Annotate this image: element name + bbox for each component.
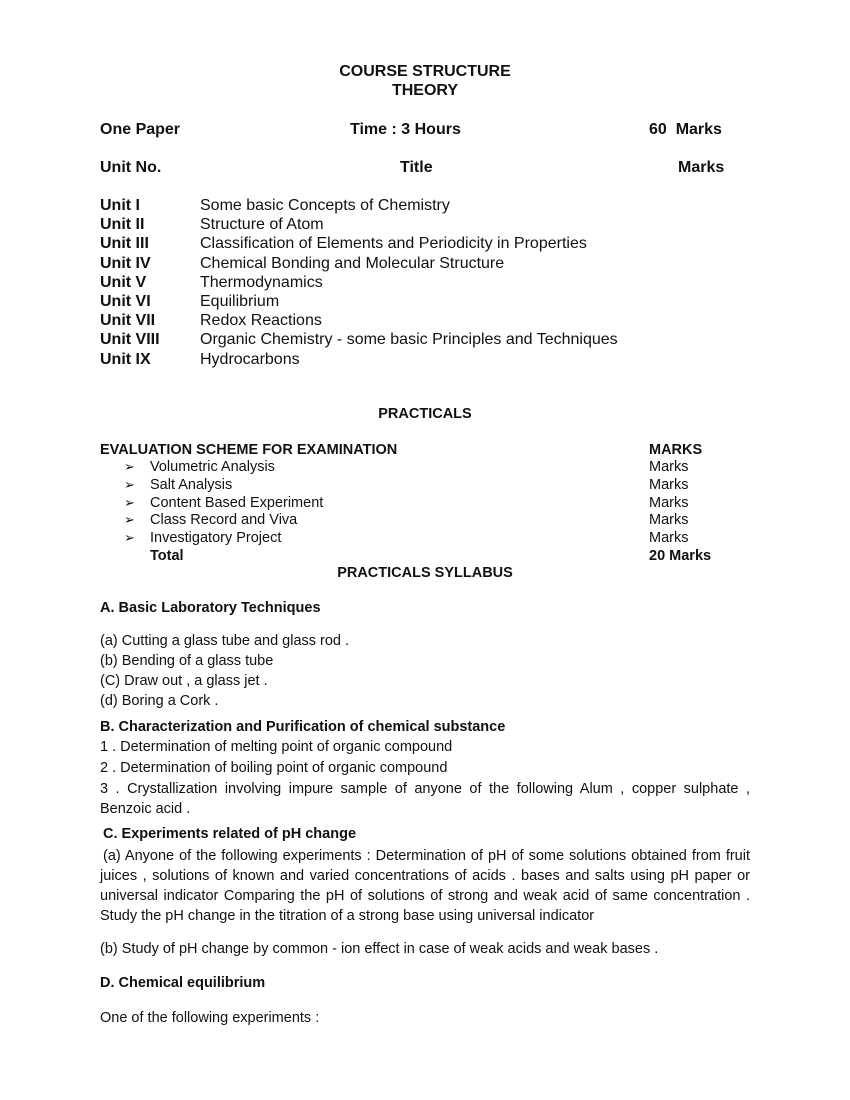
unit-number: Unit II — [100, 216, 145, 234]
list-item: (d) Boring a Cork . — [100, 693, 219, 709]
col-title-header: Title — [400, 159, 433, 176]
evaluation-item-name: Volumetric Analysis — [150, 459, 275, 475]
unit-number: Unit VIII — [100, 331, 160, 349]
section-c-paragraph-a: (a) Anyone of the following experiments : Determination of pH of some solutions obtained from fruit juices , solutions of known and varied concentrations of acids . bases and salts using pH paper or universal indicator Comparing the pH of solutions of strong and weak acid of same concentration . Study the pH change in the titration of a strong base using universal indicator — [100, 848, 750, 924]
list-item — [124, 512, 323, 530]
list-item — [124, 459, 323, 477]
unit-title: Hydrocarbons — [200, 350, 300, 368]
section-a-title: A. Basic Laboratory Techniques — [100, 600, 321, 616]
unit-row — [100, 331, 618, 350]
unit-row — [100, 216, 618, 235]
unit-title: Some basic Concepts of Chemistry — [200, 197, 450, 214]
unit-row — [100, 274, 618, 293]
unit-number: Unit IV — [100, 254, 151, 272]
arrow-bullet-icon: ➢ — [124, 512, 135, 528]
page-title: COURSE STRUCTURE — [339, 63, 511, 80]
unit-row — [100, 351, 618, 370]
unit-number: Unit VI — [100, 292, 151, 310]
list-item — [124, 495, 323, 513]
unit-number: Unit I — [100, 197, 140, 214]
unit-title: Organic Chemistry - some basic Principles and Techniques — [200, 331, 618, 349]
evaluation-item-marks: Marks — [649, 512, 689, 529]
evaluation-item-name: Salt Analysis — [150, 476, 233, 493]
evaluation-item-marks: Marks — [649, 530, 689, 547]
total-theory-marks: 60 Marks — [649, 121, 722, 138]
section-a-list — [100, 633, 349, 713]
section-b-title: B. Characterization and Purification of chemical substance — [100, 719, 506, 735]
unit-title: Classification of Elements and Periodicity in Properties — [200, 235, 587, 253]
unit-title: Chemical Bonding and Molecular Structure — [200, 254, 505, 272]
unit-number: Unit IX — [100, 350, 151, 368]
unit-title: Redox Reactions — [200, 312, 322, 330]
unit-title: Structure of Atom — [200, 216, 324, 234]
arrow-bullet-icon: ➢ — [124, 476, 135, 492]
section-d-text: One of the following experiments : — [100, 1010, 320, 1026]
section-d-title: D. Chemical equilibrium — [100, 975, 266, 991]
unit-number: Unit V — [100, 273, 147, 291]
list-item: (b) Bending of a glass tube — [100, 653, 274, 669]
col-marks-header: Marks — [678, 159, 725, 176]
unit-row — [100, 255, 618, 274]
list-item — [124, 530, 323, 548]
section-c-title: C. Experiments related of pH change — [103, 826, 357, 842]
list-item: (C) Draw out , a glass jet . — [100, 673, 268, 689]
unit-row — [100, 235, 618, 254]
total-label: Total — [150, 548, 184, 564]
list-item: 2 . Determination of boiling point of organic compound — [100, 759, 448, 776]
arrow-bullet-icon: ➢ — [124, 530, 135, 546]
syllabus-heading: PRACTICALS SYLLABUS — [337, 565, 513, 581]
total-marks: 20 Marks — [649, 548, 712, 564]
evaluation-item-name: Content Based Experiment — [150, 494, 324, 511]
list-item: 3 . Crystallization involving impure sample of anyone of the following Alum , copper sulphate , Benzoic acid . — [100, 781, 750, 817]
evaluation-item-name: Investigatory Project — [150, 530, 282, 547]
col-unit-header: Unit No. — [100, 159, 162, 176]
evaluation-item-marks: Marks — [649, 459, 689, 475]
section-c-paragraph-b: (b) Study of pH change by common - ion effect in case of weak acids and weak bases . — [100, 941, 659, 957]
units-list — [100, 197, 618, 370]
paper-label: One Paper — [100, 121, 181, 138]
marks-heading: MARKS — [649, 442, 703, 458]
unit-row — [100, 312, 618, 331]
evaluation-list — [124, 459, 323, 548]
list-item — [124, 477, 323, 495]
evaluation-marks-list — [649, 459, 688, 548]
unit-row — [100, 197, 618, 216]
evaluation-item-marks: Marks — [649, 494, 689, 511]
practicals-heading: PRACTICALS — [378, 406, 472, 422]
time-label: Time : 3 Hours — [350, 121, 461, 138]
unit-title: Equilibrium — [200, 292, 280, 310]
page-subtitle: THEORY — [391, 82, 459, 99]
unit-number: Unit VII — [100, 312, 156, 330]
list-item: 1 . Determination of melting point of organic compound — [100, 739, 453, 755]
list-item: (a) Cutting a glass tube and glass rod . — [100, 633, 350, 649]
evaluation-item-name: Class Record and Viva — [150, 512, 298, 529]
evaluation-item-marks: Marks — [649, 476, 689, 493]
unit-number: Unit III — [100, 235, 149, 253]
arrow-bullet-icon: ➢ — [124, 494, 135, 510]
unit-title: Thermodynamics — [200, 273, 323, 291]
arrow-bullet-icon: ➢ — [124, 459, 135, 474]
section-b-list — [100, 739, 452, 780]
evaluation-scheme-heading: EVALUATION SCHEME FOR EXAMINATION — [100, 442, 398, 458]
unit-row — [100, 293, 618, 312]
